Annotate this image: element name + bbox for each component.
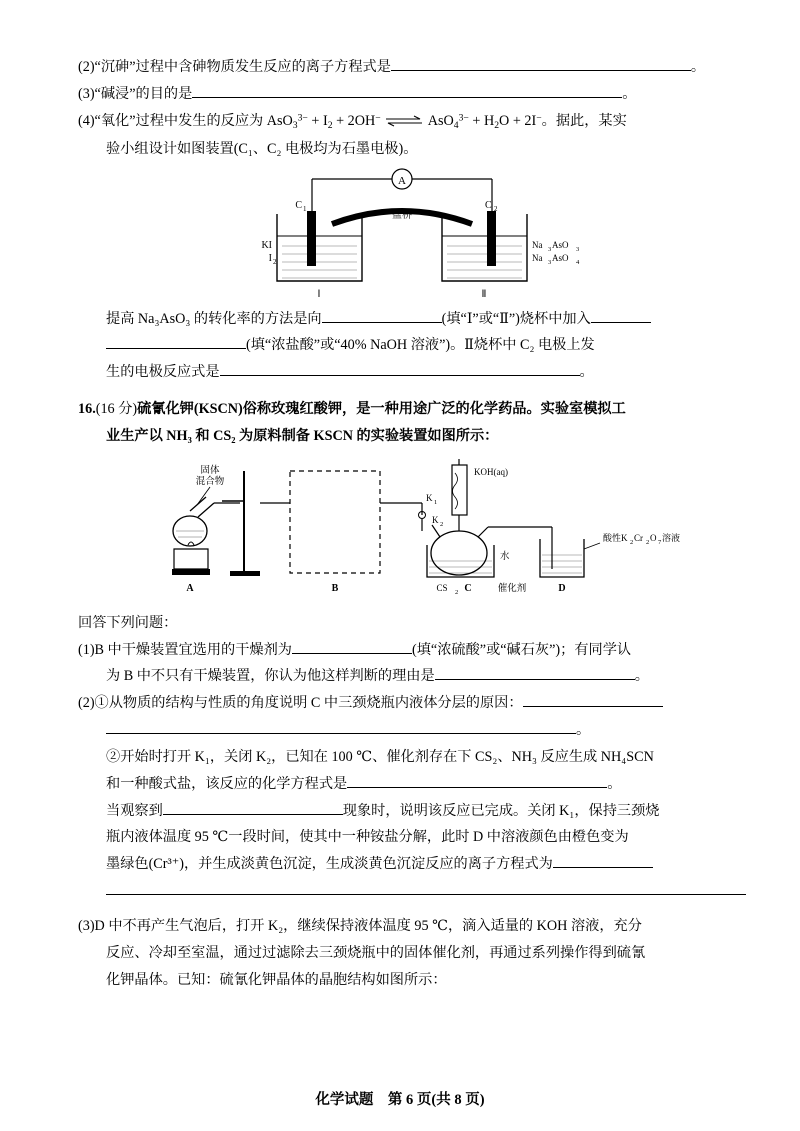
svg-text:3: 3 (576, 245, 580, 253)
item-2-sub2-text-b: 和一种酸式盐，该反应的化学方程式是 (106, 775, 348, 792)
item-4-text: “氧化”过程中发生的反应为 (94, 112, 264, 129)
answer-blank[interactable] (391, 56, 691, 71)
page-content (78, 55, 726, 995)
svg-text:Na: Na (532, 252, 543, 263)
item-4-text-after: 。据此，某实 (541, 112, 627, 129)
question-15-item-3 (78, 82, 726, 107)
question-15-after-figure-line1 (78, 307, 726, 332)
item-2-period: 。 (690, 59, 706, 75)
svg-text:O: O (650, 532, 657, 543)
item-1-text-b: (填“浓硫酸”或“碱石灰”)；有同学认 (412, 641, 632, 658)
question-16-stem (78, 397, 726, 422)
question-16-item-2-sub2-line2 (78, 772, 726, 797)
answer-blank[interactable] (523, 692, 663, 707)
svg-text:溶液: 溶液 (662, 532, 681, 543)
equation-left: $AsO_3^{3-} + I_2 + 2OH^-$ (266, 112, 381, 131)
galvanic-cell-figure (202, 166, 602, 301)
item-3-line1: D 中不再产生气泡后，打开 K₂，继续保持液体温度 95 ℃，滴入适量的 KOH 溶液，充分 (94, 918, 642, 934)
svg-text:2: 2 (440, 520, 444, 528)
question-16-item-2-line6 (78, 879, 726, 904)
svg-text:水: 水 (500, 551, 510, 562)
svg-text:Ⅱ: Ⅱ (481, 288, 487, 300)
svg-text:3: 3 (548, 258, 552, 266)
equation-right: $AsO_4^{3-} + H_2O + 2I^-$ (427, 112, 542, 131)
question-16-item-1 (78, 638, 726, 663)
svg-text:4: 4 (576, 258, 580, 266)
svg-text:2: 2 (494, 204, 498, 213)
svg-text:AsO: AsO (552, 252, 569, 263)
item-2-sub1-period: 。 (576, 722, 591, 739)
question-16-item-2-blank-line (78, 718, 726, 743)
svg-text:Cr: Cr (634, 532, 643, 543)
item-2-sub1-text: ①从物质的结构与性质的角度说明 C 中三颈烧瓶内液体分层的原因： (94, 695, 523, 712)
question-15-after-figure-line3 (78, 360, 726, 385)
answer-blank[interactable] (106, 880, 746, 895)
item-2-line3-b: 现象时，说明该反应已完成。关闭 K₁，保持三颈烧 (342, 802, 660, 819)
svg-text:固体: 固体 (200, 465, 220, 476)
question-16-number: 16. (78, 401, 96, 418)
after-fig-text-a: 提高 Na₃AsO₃ 的转化率的方法是向 (106, 310, 322, 327)
question-15-item-4-line2: 验小组设计如图装置(C₁、C₂ 电极均为石墨电极)。 (106, 140, 418, 157)
question-16-item-2-sub2 (78, 745, 726, 770)
question-15-item-2 (78, 55, 726, 80)
svg-text:7: 7 (658, 538, 662, 546)
item-2-text: “沉砷”过程中含砷物质发生反应的离子方程式是 (94, 59, 391, 75)
svg-text:酸性K: 酸性K (603, 532, 628, 543)
svg-text:2: 2 (630, 538, 634, 546)
question-15-after-figure-line2 (78, 333, 726, 358)
question-16-item-2 (78, 691, 726, 716)
answer-blank[interactable] (322, 307, 442, 322)
item-1-prefix: (1) (78, 641, 95, 658)
question-15-item-4 (78, 109, 726, 135)
item-1-text-a: B 中干燥装置宜选用的干燥剂为 (94, 641, 292, 658)
answer-blank[interactable] (192, 83, 622, 98)
item-2-prefix: (2) (78, 59, 95, 75)
item-3-prefix: (3) (78, 918, 95, 934)
svg-text:2: 2 (455, 588, 459, 596)
after-fig-text-d: 生的电极反应式是 (106, 364, 220, 381)
svg-text:CS: CS (436, 582, 448, 593)
svg-text:混合物: 混合物 (195, 476, 225, 487)
item-3-prefix: (3) (78, 85, 95, 102)
svg-text:2: 2 (273, 257, 277, 266)
kscn-apparatus-figure (122, 453, 682, 603)
answer-blank[interactable] (106, 719, 576, 734)
question-16-stem-line1: 硫氰化钾(KSCN)俗称玫瑰红酸钾，是一种用途广泛的化学药品。实验室模拟工 (137, 401, 626, 418)
item-2-sub2-period: 。 (607, 775, 622, 792)
svg-text:C: C (295, 199, 302, 211)
item-1-period: 。 (634, 668, 649, 685)
equilibrium-arrow-icon (384, 113, 428, 129)
svg-text:C: C (464, 582, 472, 594)
answer-blank[interactable] (435, 665, 635, 680)
svg-text:D: D (558, 582, 566, 594)
svg-text:K: K (432, 514, 439, 525)
svg-text:B: B (331, 582, 339, 594)
question-16-stem-line2-text: 业生产以 NH₃ 和 CS₂ 为原料制备 KSCN 的实验装置如图所示： (106, 427, 499, 444)
answer-blank[interactable] (220, 361, 580, 376)
question-16-score: (16 分) (95, 401, 138, 418)
svg-text:A: A (398, 174, 406, 187)
question-16-item-2-line4: 瓶内液体温度 95 ℃一段时间，使其中一种铵盐分解，此时 D 中溶液颜色由橙色变为 (106, 829, 629, 846)
item-2-sub2-text: ②开始时打开 K₁，关闭 K₂，已知在 100 ℃、催化剂存在下 CS₂、NH₃ 反应生成 NH₄SCN (106, 748, 654, 765)
svg-text:C: C (485, 199, 492, 211)
item-1-text-c: 为 B 中不只有干燥装置，你认为他这样判断的理由是 (106, 668, 435, 685)
question-16-item-2-line3 (78, 799, 726, 824)
after-fig-text-c: (填“浓盐酸”或“40% NaOH 溶液”)。Ⅱ烧杯中 C₂ 电极上发 (246, 337, 595, 354)
answer-blank[interactable] (106, 334, 246, 349)
page-footer: 化学试题 第 6 页(共 8 页) (315, 1091, 485, 1108)
svg-text:2: 2 (646, 538, 650, 546)
svg-text:催化剂: 催化剂 (497, 583, 527, 594)
svg-text:1: 1 (434, 498, 438, 506)
item-3-period: 。 (622, 85, 637, 102)
item-3-text: “碱浸”的目的是 (94, 85, 193, 102)
question-16-item-2-line5 (78, 852, 726, 877)
answer-blank[interactable] (292, 638, 412, 653)
svg-text:Na: Na (532, 239, 543, 250)
answer-blank[interactable] (591, 307, 651, 322)
svg-text:A: A (186, 582, 194, 594)
after-fig-period: 。 (579, 364, 594, 381)
svg-text:AsO: AsO (552, 239, 569, 250)
answer-blank[interactable] (553, 853, 653, 868)
question-16-item-3-line2: 反应、冷却至室温，通过过滤除去三颈烧瓶中的固体催化剂，再通过系列操作得到硫氰 (106, 944, 646, 961)
item-2-line5-a: 墨绿色(Cr³⁺)，并生成淡黄色沉淀，生成淡黄色沉淀反应的离子方程式为 (106, 856, 553, 873)
answer-prompt: 回答下列问题： (78, 614, 178, 631)
svg-text:Ⅰ: Ⅰ (317, 288, 321, 300)
question-16-item-3-line3: 化钾晶体。已知：硫氰化钾晶体的晶胞结构如图所示： (106, 971, 447, 988)
svg-text:盐桥: 盐桥 (392, 209, 412, 221)
svg-text:1: 1 (303, 204, 307, 213)
svg-text:I: I (268, 252, 272, 264)
svg-text:K: K (426, 492, 433, 503)
svg-text:3: 3 (548, 245, 552, 253)
answer-blank[interactable] (347, 773, 607, 788)
item-2-prefix: (2) (78, 695, 95, 712)
question-16-item-1-line2 (78, 664, 726, 689)
item-2-line3-a: 当观察到 (106, 802, 163, 819)
svg-text:KI: KI (261, 239, 272, 251)
answer-blank[interactable] (163, 799, 343, 814)
svg-text:KOH(aq): KOH(aq) (474, 466, 508, 477)
after-fig-text-b: (填“Ⅰ”或“Ⅱ”)烧杯中加入 (441, 310, 591, 327)
question-16-item-3 (78, 914, 726, 939)
item-4-prefix: (4) (78, 112, 95, 129)
question-16-stem-line2 (78, 424, 726, 449)
